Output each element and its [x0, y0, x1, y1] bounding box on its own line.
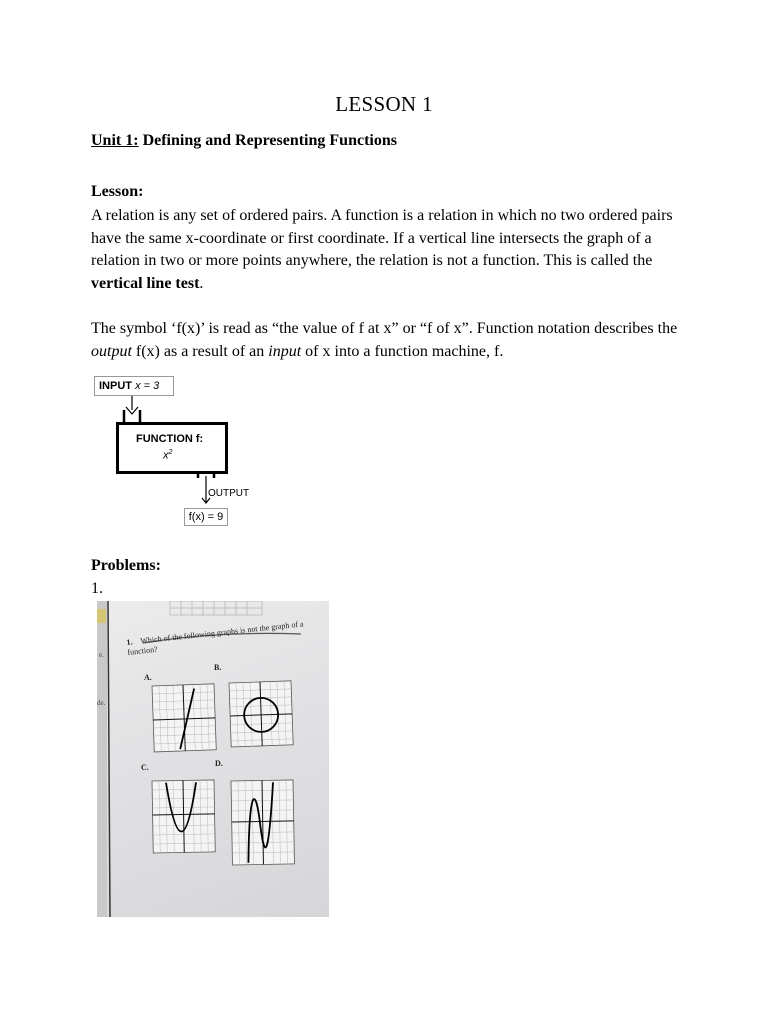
textbook-photo	[97, 601, 329, 917]
choice-c-label: C.	[141, 763, 149, 772]
textbook-question-number: 1.	[126, 637, 133, 647]
function-box-label: FUNCTION f:	[136, 433, 204, 445]
paragraph-relation-definition	[91, 205, 691, 295]
problems-heading: Problems:	[91, 557, 161, 574]
photo-margin-mark-1: e.	[99, 651, 104, 659]
paragraph-function-notation	[91, 318, 691, 363]
para2-part2: f(x) as a result of an	[131, 342, 269, 360]
page-title: LESSON 1	[335, 92, 433, 116]
lesson-heading: Lesson:	[91, 183, 144, 200]
choice-b-label: B.	[214, 663, 222, 672]
unit-heading	[91, 132, 397, 150]
function-box-expression	[163, 449, 172, 462]
function-expr-exponent: 2	[168, 449, 173, 456]
vertical-line-test-term: vertical line test	[91, 274, 200, 292]
unit-label: Unit 1:	[91, 132, 139, 149]
para1-text: A relation is any set of ordered pairs. A function is a relation in which no two ordered pairs have the same x-coordinate or first coordinate. If a vertical line intersects the graph of a relation in two or more points anywhere, the relation is not a function. This is called the	[91, 207, 673, 270]
photo-margin-mark-2: de.	[97, 699, 106, 707]
unit-title: Defining and Representing Functions	[138, 132, 397, 149]
input-label: INPUT	[99, 380, 132, 392]
problem-number: 1.	[91, 580, 103, 597]
output-word: output	[91, 342, 132, 360]
para2-part1: The symbol ‘f(x)’ is read as “the value of f at x” or “f of x”. Function notation describes the	[91, 320, 678, 337]
function-machine-diagram	[90, 372, 250, 532]
output-result-box: f(x) = 9	[184, 508, 228, 526]
para2-part3: of x into a function machine, f.	[301, 342, 504, 360]
choice-d-label: D.	[215, 759, 223, 768]
para1-end: .	[199, 274, 204, 292]
input-expression: x = 3	[135, 380, 160, 392]
textbook-question-text: Which of the following graphs is not the graph of a function?	[127, 619, 304, 657]
output-label: OUTPUT	[208, 488, 250, 499]
input-word: input	[268, 342, 302, 360]
input-box	[94, 376, 174, 396]
function-expr-base: x	[163, 449, 169, 462]
choice-a-label: A.	[144, 673, 152, 682]
function-box	[116, 422, 228, 474]
